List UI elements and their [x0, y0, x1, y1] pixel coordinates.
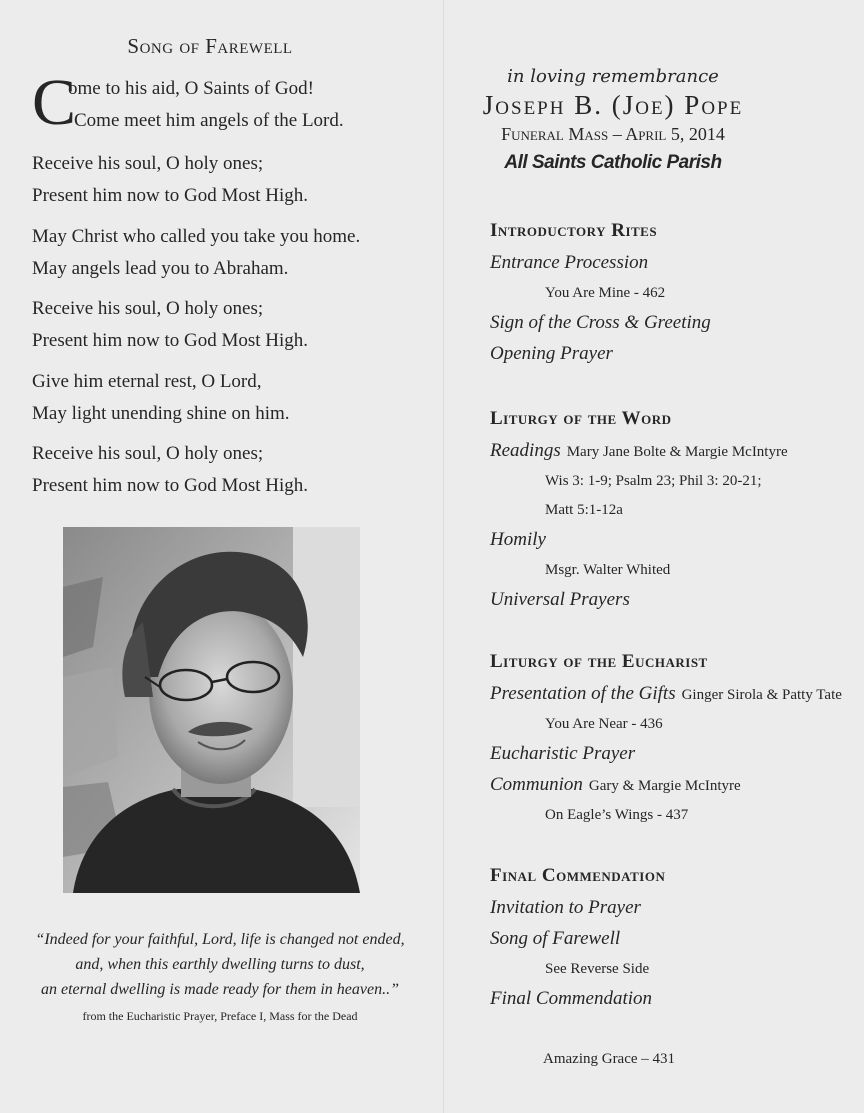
- rite-item: [490, 525, 860, 556]
- rite-item: [490, 308, 860, 339]
- rite-item: [490, 924, 860, 955]
- portrait-image: [63, 527, 360, 893]
- stanza: [32, 148, 432, 212]
- stanza: [32, 293, 432, 357]
- stanza: [32, 438, 432, 502]
- rite-name: Final Commendation: [490, 988, 653, 1009]
- scripture-quote: [20, 927, 420, 1002]
- verse-line: Give him eternal rest, O Lord,: [32, 371, 262, 392]
- section-heading: Liturgy of the Word: [490, 408, 672, 429]
- rite-item: [490, 585, 860, 616]
- rite-name: Readings: [490, 440, 561, 461]
- rite-participants: Ginger Sirola & Patty Tate: [681, 687, 842, 703]
- mass-date: Funeral Mass – April 5, 2014: [501, 124, 725, 144]
- opening-verse: [32, 66, 432, 140]
- rite-item: [490, 248, 860, 279]
- verse-line: May Christ who called you take you home.: [32, 226, 361, 247]
- section-final-commendation: [490, 863, 860, 1015]
- rite-item: [490, 770, 860, 801]
- quote-line: and, when this earthly dwelling turns to dust,: [75, 956, 365, 973]
- quote-attribution: from the Eucharistic Prayer, Preface I, Mass for the Dead: [82, 1009, 358, 1023]
- parish-name: All Saints Catholic Parish: [504, 152, 722, 173]
- verse-line: Present him now to God Most High.: [32, 185, 309, 206]
- section-liturgy-of-the-eucharist: [490, 649, 860, 830]
- rite-detail: You Are Near - 436: [545, 716, 663, 732]
- verse-line: May light unending shine on him.: [32, 403, 290, 424]
- verse-line: May angels lead you to Abraham.: [32, 258, 289, 279]
- rite-name: Communion: [490, 774, 583, 795]
- rite-name: Universal Prayers: [490, 589, 630, 610]
- verse-line: ome to his aid, O Saints of God!: [68, 78, 314, 99]
- deceased-name: Joseph B. (Joe) Pope: [482, 90, 744, 120]
- rite-name: Eucharistic Prayer: [490, 743, 636, 764]
- rite-item: [490, 893, 860, 924]
- rite-name: Entrance Procession: [490, 252, 649, 273]
- rite-detail: On Eagle’s Wings - 437: [545, 807, 689, 823]
- rite-item: [490, 339, 860, 370]
- rite-item: [490, 679, 860, 710]
- rite-name: Song of Farewell: [490, 928, 621, 949]
- verse-line: Present him now to God Most High.: [32, 475, 309, 496]
- rite-detail: See Reverse Side: [545, 961, 650, 977]
- stanza: [32, 221, 432, 285]
- rite-name: Invitation to Prayer: [490, 897, 641, 918]
- rite-detail: Matt 5:1-12a: [545, 502, 623, 518]
- section-heading: Introductory Rites: [490, 220, 658, 241]
- song-title: Song of Farewell: [127, 34, 293, 58]
- rite-item: [490, 436, 860, 467]
- rite-participants: Gary & Margie McIntyre: [588, 778, 741, 794]
- verse-line: Come meet him angels of the Lord.: [74, 110, 344, 131]
- rite-name: Presentation of the Gifts: [490, 683, 676, 704]
- rite-detail: Msgr. Walter Whited: [545, 562, 671, 578]
- closing-hymn: Amazing Grace – 431: [543, 1051, 676, 1067]
- section-liturgy-of-the-word: [490, 406, 860, 616]
- portrait-photo: [63, 527, 360, 893]
- rite-detail: You Are Mine - 462: [545, 285, 666, 301]
- section-heading: Final Commendation: [490, 865, 666, 886]
- rite-name: Sign of the Cross & Greeting: [490, 312, 711, 333]
- drop-cap: C: [32, 66, 77, 139]
- stanza: [32, 366, 432, 430]
- rite-participants: Mary Jane Bolte & Margie McIntyre: [566, 444, 788, 460]
- section-introductory-rites: [490, 218, 860, 370]
- rite-item: [490, 984, 860, 1015]
- verse-line: Present him now to God Most High.: [32, 330, 309, 351]
- rite-item: [490, 739, 860, 770]
- rite-name: Opening Prayer: [490, 343, 613, 364]
- rite-detail: Wis 3: 1-9; Psalm 23; Phil 3: 20-21;: [545, 473, 762, 489]
- quote-line: an eternal dwelling is made ready for them in heaven..”: [40, 981, 399, 998]
- verse-line: Receive his soul, O holy ones;: [32, 443, 264, 464]
- verse-line: Receive his soul, O holy ones;: [32, 153, 264, 174]
- verse-line: Receive his soul, O holy ones;: [32, 298, 264, 319]
- section-heading: Liturgy of the Eucharist: [490, 651, 708, 672]
- right-panel: [445, 0, 864, 1113]
- remembrance-line: in loving remembrance: [507, 66, 719, 87]
- quote-line: “Indeed for your faithful, Lord, life is changed not ended,: [35, 931, 405, 948]
- rite-name: Homily: [490, 529, 546, 550]
